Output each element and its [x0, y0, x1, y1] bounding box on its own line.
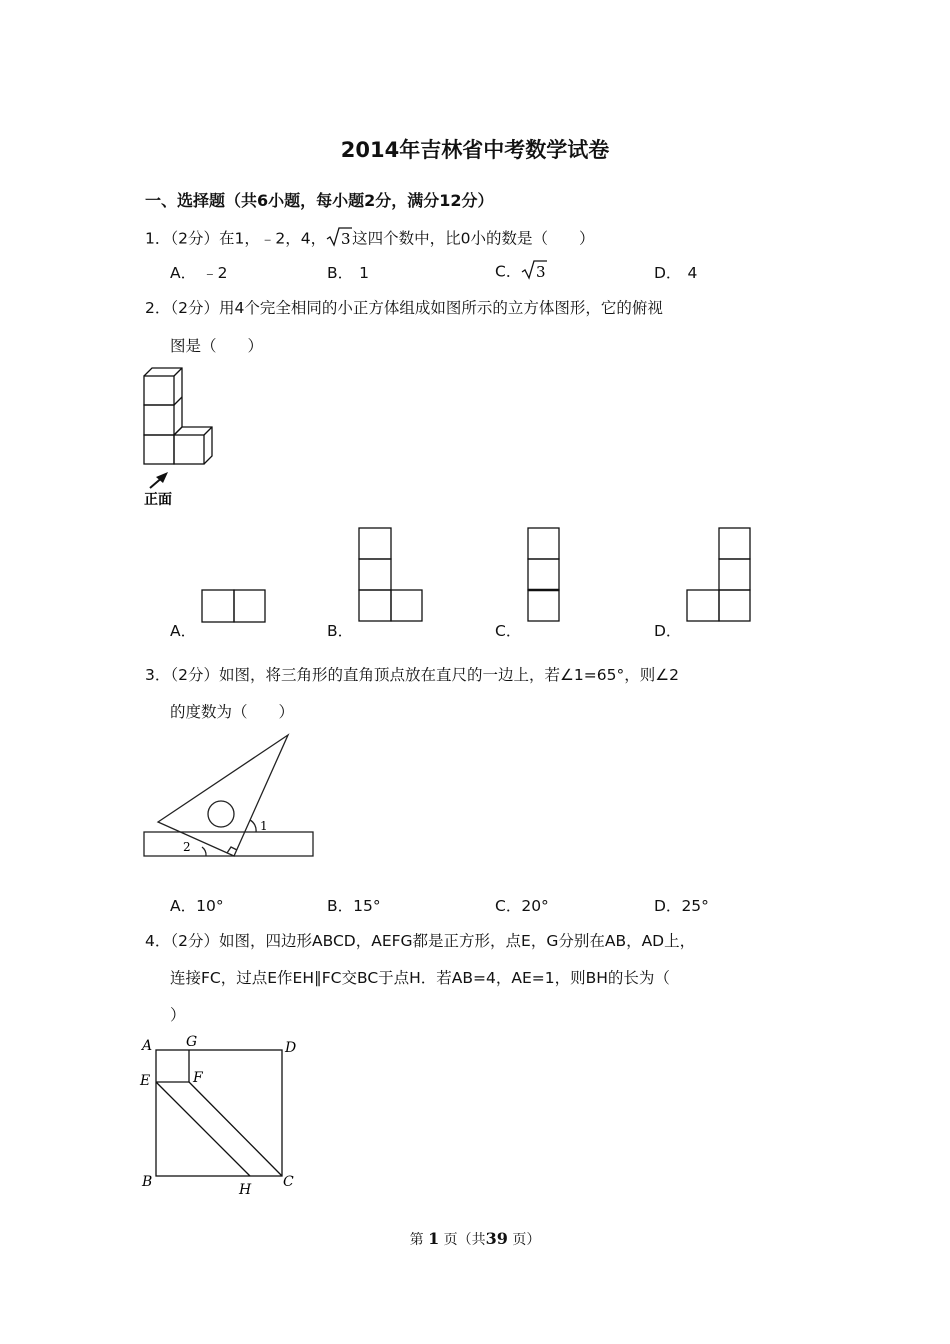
point-b-label: B	[142, 1174, 153, 1190]
ruler	[144, 832, 313, 856]
q1-text-after: 这四个数中，比0小的数是（ ）	[352, 229, 595, 248]
option-label: A．	[170, 264, 197, 282]
q2-option-b-figure[interactable]	[357, 526, 425, 624]
footer-text: 页）	[512, 1232, 541, 1248]
page-footer	[0, 1229, 950, 1249]
point-f-label: F	[193, 1070, 203, 1086]
point-g-label: G	[186, 1034, 198, 1050]
q1-number: 1．	[145, 229, 171, 248]
point-e-label: E	[140, 1073, 151, 1089]
q3-text-line2: 的度数为（ ）	[170, 703, 295, 721]
q4-text-line3: ）	[170, 1006, 186, 1024]
q2-option-c[interactable]: C．	[495, 622, 522, 640]
option-value: 15°	[353, 897, 381, 915]
sqrt-radicand: 3	[536, 263, 546, 281]
page-number: 1	[428, 1229, 440, 1248]
section-heading: 一、选择题（共6小题，每小题2分，满分12分）	[145, 191, 494, 210]
option-value: 1	[359, 264, 370, 282]
question-2	[145, 296, 663, 318]
option-label: D．	[654, 897, 682, 915]
angle-1-label: 1	[260, 819, 268, 833]
question-4	[145, 929, 695, 951]
triangle-ruler-figure	[140, 730, 320, 862]
q2-option-a[interactable]: A．	[170, 622, 197, 640]
q4-text-line1: （2分）如图，四边形ABCD，AEFG都是正方形，点E，G分别在AB，AD上，	[170, 932, 696, 950]
angle-2-label: 2	[183, 840, 191, 854]
option-value: ﹣2	[202, 264, 228, 282]
q2-option-b[interactable]: B．	[327, 622, 354, 640]
option-value: 25°	[681, 897, 709, 915]
point-h-label: H	[239, 1182, 252, 1198]
q2-number: 2．	[145, 299, 171, 317]
sqrt-radicand: 3	[341, 230, 351, 248]
option-label: D．	[654, 264, 682, 282]
q2-option-a-figure[interactable]	[200, 588, 268, 624]
footer-text: 第	[409, 1232, 424, 1248]
square-aefg	[156, 1050, 189, 1082]
page-title: 2014年吉林省中考数学试卷	[340, 138, 610, 162]
q2-text-line2: 图是（ ）	[170, 337, 264, 355]
option-label: A．	[170, 897, 197, 915]
q4-number: 4．	[145, 932, 171, 950]
option-value: 10°	[196, 897, 224, 915]
q3-option-b[interactable]	[327, 894, 381, 916]
option-value: 4	[687, 264, 698, 282]
front-label: 正面	[144, 492, 172, 508]
option-label: B．	[327, 264, 354, 282]
q3-option-a[interactable]	[170, 894, 224, 916]
q2-text-line1: （2分）用4个完全相同的小正方体组成如图所示的立方体图形，它的俯视	[170, 299, 663, 317]
question-1	[145, 226, 594, 252]
q4-text-line2: 连接FC，过点E作EH∥FC交BC于点H．若AB=4，AE=1，则BH的长为（	[170, 969, 670, 987]
set-square	[158, 735, 288, 856]
option-value: 20°	[521, 897, 549, 915]
question-3	[145, 663, 679, 685]
q3-option-c[interactable]	[495, 894, 549, 916]
cube-figure	[140, 364, 220, 514]
q3-option-d[interactable]	[654, 894, 709, 916]
q1-option-d[interactable]	[654, 261, 697, 283]
q1-option-c[interactable]	[495, 259, 547, 285]
total-pages: 39	[485, 1229, 508, 1248]
q1-option-b[interactable]	[327, 261, 369, 283]
option-label: C．	[495, 897, 522, 915]
footer-text: 页（共	[443, 1232, 486, 1248]
q1-option-a[interactable]	[170, 261, 227, 283]
q2-option-d-figure[interactable]	[685, 526, 753, 624]
sqrt-symbol	[326, 226, 352, 252]
point-c-label: C	[283, 1174, 294, 1190]
sqrt-symbol	[521, 259, 547, 285]
q3-number: 3．	[145, 666, 171, 684]
q3-text-line1: （2分）如图，将三角形的直角顶点放在直尺的一边上，若∠1=65°，则∠2	[170, 666, 679, 684]
q2-option-c-figure[interactable]	[526, 526, 562, 624]
q2-option-d[interactable]: D．	[654, 622, 682, 640]
set-square-hole	[208, 801, 234, 827]
q1-text-before: （2分）在1，﹣2，4，	[170, 229, 327, 248]
option-label: C．	[495, 262, 522, 281]
point-d-label: D	[285, 1040, 297, 1056]
point-a-label: A	[142, 1038, 153, 1054]
squares-figure	[136, 1030, 306, 1200]
option-label: B．	[327, 897, 354, 915]
